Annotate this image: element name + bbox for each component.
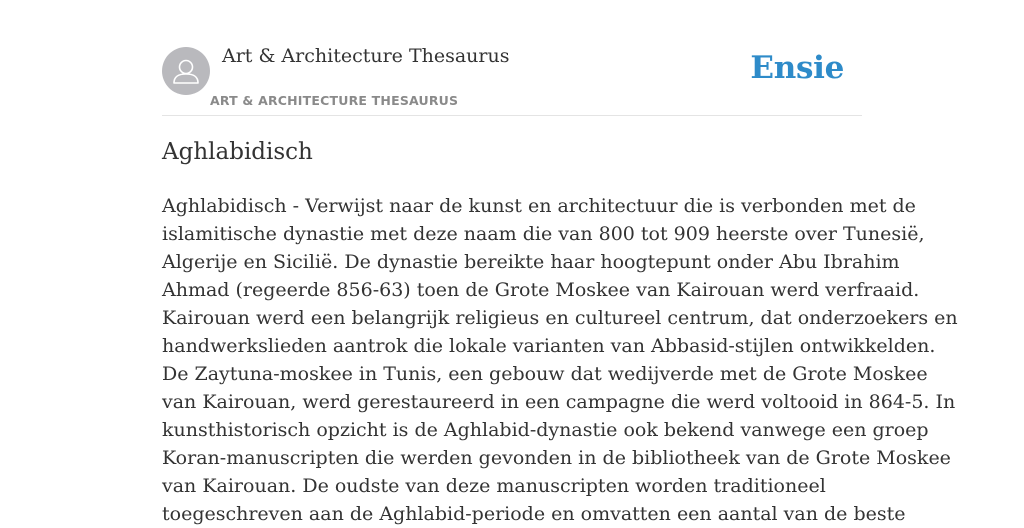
article-body-line: Aghlabidisch - Verwijst naar de kunst en architectuur die is verbonden met de (162, 195, 916, 217)
article-body-line: handwerkslieden aantrok die lokale varianten van Abbasid-stijlen ontwikkelden. (162, 335, 936, 357)
article-body (162, 192, 958, 528)
article-body-line: Ahmad (regeerde 856-63) toen de Grote Moskee van Kairouan werd verfraaid. (162, 279, 920, 301)
source-header (162, 0, 862, 116)
article-title: Aghlabidisch (162, 139, 313, 165)
source-category-label: ART & ARCHITECTURE THESAURUS (210, 93, 459, 108)
article-body-line: toegeschreven aan de Aghlabid-periode en omvatten een aantal van de beste (162, 503, 906, 525)
article-body-line: van Kairouan, werd gerestaureerd in een campagne die werd voltooid in 864-5. In (162, 391, 956, 413)
article-body-line: Kairouan werd een belangrijk religieus en cultureel centrum, dat onderzoekers en (162, 307, 958, 329)
article-body-line: Algerije en Sicilië. De dynastie bereikte haar hoogtepunt onder Abu Ibrahim (162, 251, 900, 273)
article-body-line: Koran-manuscripten die werden gevonden in de bibliotheek van de Grote Moskee (162, 447, 951, 469)
user-icon (162, 47, 210, 95)
article-body-line: van Kairouan. De oudste van deze manuscripten worden traditioneel (162, 475, 826, 497)
article-body-line: De Zaytuna-moskee in Tunis, een gebouw dat wedijverde met de Grote Moskee (162, 363, 928, 385)
source-name-link[interactable]: Art & Architecture Thesaurus (222, 45, 510, 67)
ensie-logo[interactable]: Ensie (750, 50, 844, 86)
article-body-line: kunsthistorisch opzicht is de Aghlabid-dynastie ook bekend vanwege een groep (162, 419, 929, 441)
source-avatar[interactable] (162, 47, 210, 95)
article-body-line: islamitische dynastie met deze naam die van 800 tot 909 heerste over Tunesië, (162, 223, 925, 245)
page-container (162, 0, 958, 525)
